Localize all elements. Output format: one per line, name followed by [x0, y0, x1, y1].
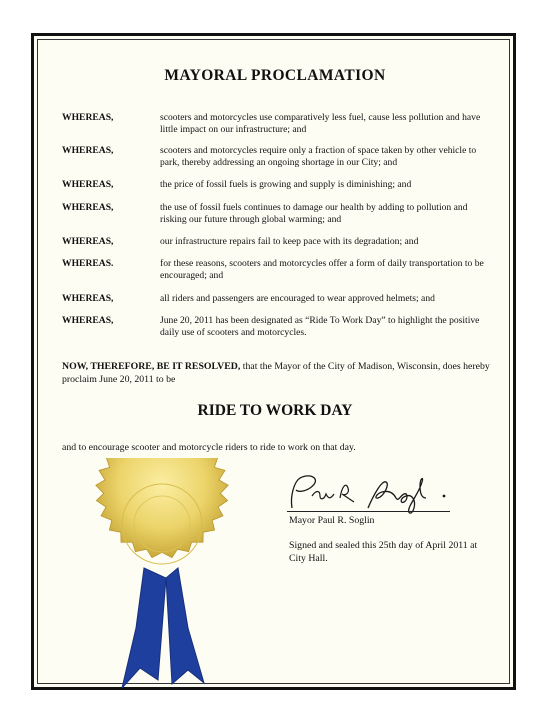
document-title: MAYORAL PROCLAMATION	[164, 67, 386, 84]
whereas-keyword: WHEREAS,	[62, 202, 114, 213]
whereas-keyword: WHEREAS,	[62, 293, 114, 304]
whereas-keyword: WHEREAS,	[62, 315, 114, 326]
signed-sealed-text: Signed and sealed this 25th day of April 2011 at City Hall.	[289, 540, 478, 564]
whereas-text: our infrastructure repairs fail to keep pace with its degradation; and	[160, 236, 419, 247]
whereas-text: all riders and passengers are encouraged to wear approved helmets; and	[160, 293, 435, 304]
whereas-text: June 20, 2011 has been designated as “Ride To Work Day” to highlight the positive daily use of scooters and motorcycles.	[160, 315, 480, 338]
resolved-lead: NOW, THEREFORE, BE IT RESOLVED,	[62, 361, 241, 372]
whereas-keyword: WHEREAS,	[62, 179, 114, 190]
whereas-text: for these reasons, scooters and motorcycles offer a form of daily transportation to be encouraged; and	[160, 258, 484, 281]
resolved-text: that the Mayor of the City of Madison, Wisconsin, does hereby proclaim June 20, 2011 to be	[62, 361, 490, 385]
whereas-keyword: WHEREAS,	[62, 112, 114, 123]
day-title: RIDE TO WORK DAY	[197, 402, 353, 419]
resolved-paragraph	[62, 361, 490, 386]
gold-seal-with-ribbon-icon	[92, 458, 232, 690]
whereas-text: the use of fossil fuels continues to damage our health by adding to pollution and risking our future through global warming; and	[160, 202, 468, 225]
whereas-keyword: WHEREAS,	[62, 145, 114, 156]
whereas-text: the price of fossil fuels is growing and supply is diminishing; and	[160, 179, 412, 190]
whereas-keyword: WHEREAS.	[62, 258, 114, 269]
whereas-text: scooters and motorcycles use comparatively less fuel, cause less pollution and have little impact on our infrastructure; and	[160, 112, 481, 135]
whereas-keyword: WHEREAS,	[62, 236, 114, 247]
encourage-text: and to encourage scooter and motorcycle riders to ride to work on that day.	[62, 442, 356, 453]
signatory-name: Mayor Paul R. Soglin	[289, 515, 375, 526]
signature-line	[287, 511, 450, 512]
whereas-text: scooters and motorcycles require only a fraction of space taken by other vehicle to park, thereby addressing an ongoing shortage in our City; and	[160, 145, 477, 168]
